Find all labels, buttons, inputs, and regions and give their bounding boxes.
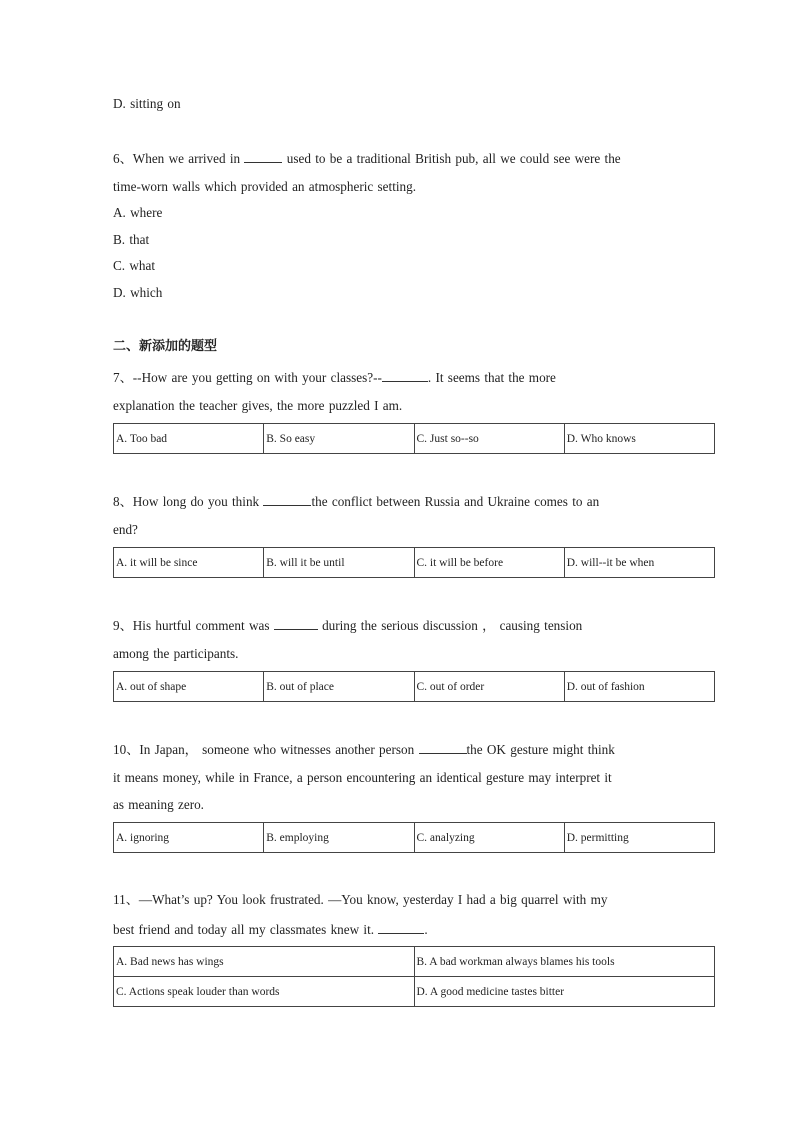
q10-option-b: B. employing <box>264 823 414 853</box>
q9-stem-end: during the serious discussion ， causing tension <box>322 618 583 633</box>
table-row <box>114 672 715 702</box>
q8-options-table <box>113 547 715 578</box>
q9-options-table <box>113 671 715 702</box>
q11-stem-line2 <box>113 920 428 939</box>
q9-option-c: C. out of order <box>414 672 564 702</box>
q8-option-d: D. will--it be when <box>564 548 714 578</box>
q9-answer-blank <box>274 616 318 630</box>
table-row <box>114 823 715 853</box>
q10-stem-line2: it means money, while in France, a person encountering an identical gesture may interpret it <box>113 770 612 785</box>
q11-answer-blank <box>378 920 424 934</box>
q8-stem-start: 8、How long do you think <box>113 494 260 509</box>
q7-stem-line2: explanation the teacher gives, the more puzzled I am. <box>113 398 403 413</box>
q9-stem-line1 <box>113 616 582 635</box>
q6-option-b: B. that <box>113 232 150 247</box>
q11-stem-line1: 11、—What’s up? You look frustrated. —You know, yesterday I had a big quarrel with my <box>113 892 608 907</box>
q11-stem-start: best friend and today all my classmates knew it. <box>113 922 375 937</box>
q8-stem-line2: end? <box>113 522 138 537</box>
q8-option-c: C. it will be before <box>414 548 564 578</box>
q10-stem-end: the OK gesture might think <box>466 742 615 757</box>
q10-option-a: A. ignoring <box>114 823 264 853</box>
q11-option-d: D. A good medicine tastes bitter <box>414 977 715 1007</box>
q7-answer-blank <box>382 368 428 382</box>
q6-stem-start: 6、When we arrived in <box>113 151 241 166</box>
q9-stem-start: 9、His hurtful comment was <box>113 618 270 633</box>
q6-option-c: C. what <box>113 258 156 273</box>
q7-stem-end: . It seems that the more <box>427 370 556 385</box>
q8-option-a: A. it will be since <box>114 548 264 578</box>
q11-option-c: C. Actions speak louder than words <box>114 977 415 1007</box>
q7-stem-start: 7、--How are you getting on with your classes?-- <box>113 370 382 385</box>
q11-option-b: B. A bad workman always blames his tools <box>414 947 715 977</box>
q6-option-a: A. where <box>113 205 163 220</box>
q5-option-d: D. sitting on <box>113 96 181 111</box>
q10-stem-start: 10、In Japan， someone who witnesses another person <box>113 742 415 757</box>
table-row <box>114 947 715 977</box>
q7-stem-line1 <box>113 368 556 387</box>
q9-stem-line2: among the participants. <box>113 646 239 661</box>
q7-option-b: B. So easy <box>264 424 414 454</box>
q11-option-a: A. Bad news has wings <box>114 947 415 977</box>
q10-answer-blank <box>419 740 467 754</box>
q6-stem-line1 <box>113 149 621 168</box>
q7-options-table <box>113 423 715 454</box>
q7-option-a: A. Too bad <box>114 424 264 454</box>
q11-options-table <box>113 946 715 1007</box>
q6-stem-line2: time-worn walls which provided an atmospheric setting. <box>113 179 417 194</box>
table-row <box>114 424 715 454</box>
q10-option-d: D. permitting <box>564 823 714 853</box>
q10-option-c: C. analyzing <box>414 823 564 853</box>
q6-answer-blank <box>244 149 282 163</box>
q8-option-b: B. will it be until <box>264 548 414 578</box>
q8-stem-end: the conflict between Russia and Ukraine comes to an <box>311 494 600 509</box>
q10-stem-line1 <box>113 740 615 759</box>
q11-stem-end: . <box>424 922 428 937</box>
q6-stem-end: used to be a traditional British pub, all we could see were the <box>286 151 621 166</box>
q8-stem-line1 <box>113 492 599 511</box>
q9-option-a: A. out of shape <box>114 672 264 702</box>
q8-answer-blank <box>263 492 311 506</box>
q7-option-c: C. Just so--so <box>414 424 564 454</box>
table-row <box>114 977 715 1007</box>
q9-option-b: B. out of place <box>264 672 414 702</box>
table-row <box>114 548 715 578</box>
section-heading: 二、新添加的题型 <box>113 339 218 354</box>
q9-option-d: D. out of fashion <box>564 672 714 702</box>
q10-options-table <box>113 822 715 853</box>
q10-stem-line3: as meaning zero. <box>113 797 204 812</box>
q6-option-d: D. which <box>113 285 163 300</box>
q7-option-d: D. Who knows <box>564 424 714 454</box>
